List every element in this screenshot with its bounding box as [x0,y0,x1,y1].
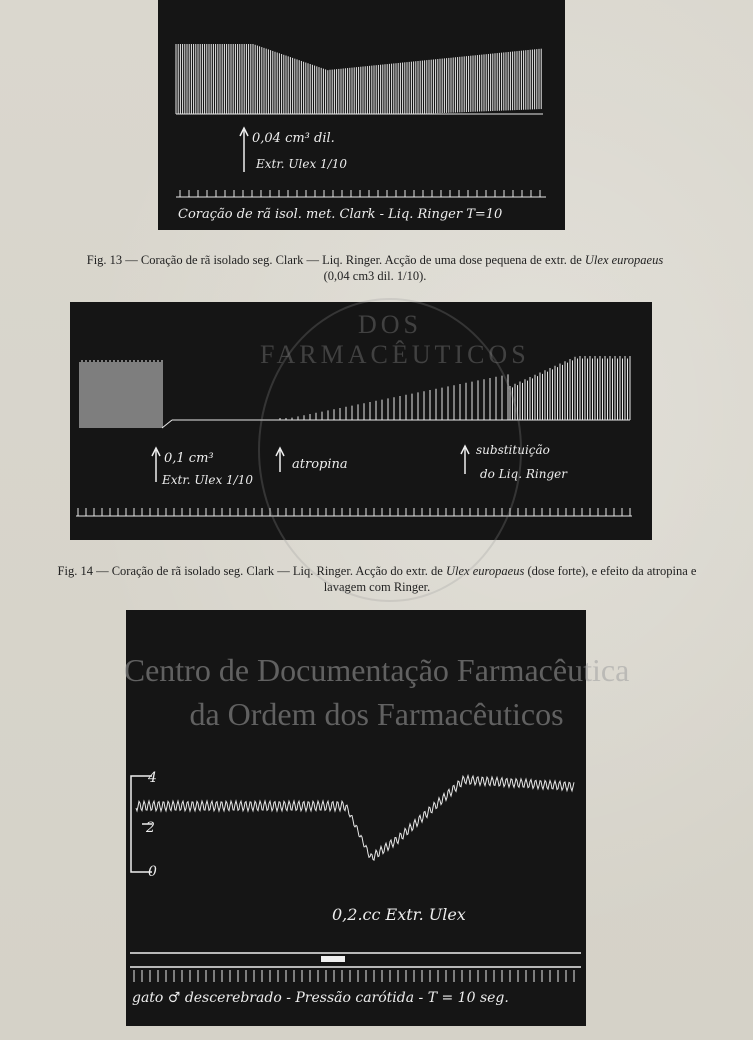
fig15-bottom-note: gato ♂ descerebrado - Pressão carótida - T = 10 seg. [132,990,509,1006]
fig15-scale-top: 4 [148,770,157,786]
fig15-dose-label: 0,2.cc Extr. Ulex [332,905,466,924]
fig15-scale-mid: 2 [146,820,155,836]
fig13-caption-species: Ulex europaeus [584,253,664,267]
fig14-caption-text: Fig. 14 — Coração de rã isolado seg. Clark — Liq. Ringer. Acção do extr. de [57,564,446,578]
fig14-ringer-label-1: substituição [476,443,550,457]
fig14-caption-species: Ulex europaeus [445,564,525,578]
watermark-line-1: Centro de Documentação Farmacêutica [123,652,630,688]
watermark-seal-text: DOS FARMACÊUTICOS [260,310,530,369]
fig14-dose-label-1: 0,1 cm³ [164,451,214,466]
fig14-atropine-label: atropina [292,457,348,472]
watermark-line-2: da Ordem dos Farmacêuticos [189,696,564,732]
fig15-scale-bottom: 0 [148,864,157,880]
fig13-caption-text: Fig. 13 — Coração de rã isolado seg. Clark — Liq. Ringer. Acção de uma dose pequena de extr. de [86,253,585,267]
figure-13-plot [158,0,565,230]
figure-14-caption [52,563,702,595]
fig13-dose-label-2: Extr. Ulex 1/10 [256,157,347,171]
fig13-dose-label-1: 0,04 cm³ dil. [252,131,335,146]
fig14-caption-suffix: (dose forte), e efeito da atropina e lavagem com Ringer. [323,564,697,594]
figure-13-caption [80,252,670,284]
figure-14-plot [70,302,652,540]
figure-14-trace [70,302,652,540]
fig13-caption-suffix: (0,04 cm3 dil. 1/10). [323,269,427,283]
figure-13-trace [158,0,565,230]
fig13-bottom-note: Coração de rã isol. met. Clark - Liq. Ringer T=10 [178,207,503,222]
fig14-dose-label-2: Extr. Ulex 1/10 [162,473,253,487]
fig14-ringer-label-2: do Liq. Ringer [480,467,567,481]
